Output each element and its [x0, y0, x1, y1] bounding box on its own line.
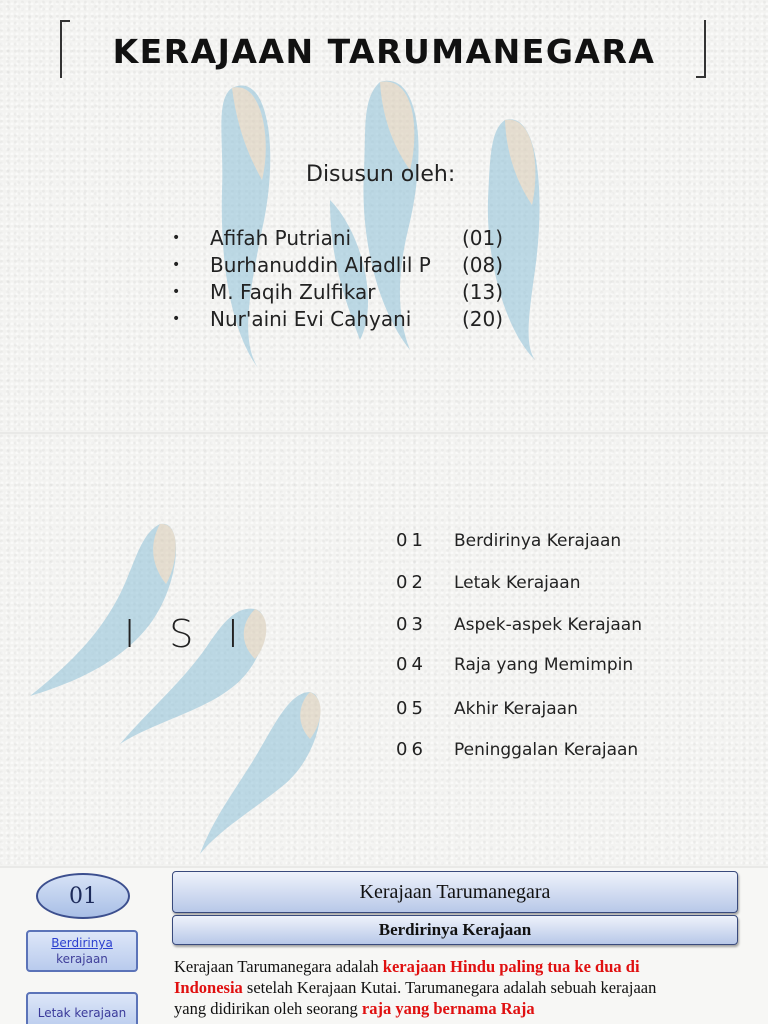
- list-item: [172, 251, 522, 278]
- author-list: [172, 224, 522, 332]
- subtitle-bar: Berdirinya Kerajaan: [172, 915, 738, 945]
- toc-number: 06: [396, 739, 427, 760]
- toc-item[interactable]: [396, 739, 638, 760]
- toc-item[interactable]: [396, 614, 642, 635]
- toc-number: 03: [396, 614, 427, 635]
- toc-label: Akhir Kerajaan: [454, 698, 578, 719]
- paragraph-text: Kerajaan Tarumanegara adalah: [174, 957, 383, 976]
- toc-number: 01: [396, 530, 427, 551]
- nav-button-letak[interactable]: Letak kerajaan: [26, 992, 138, 1024]
- toc-number: 02: [396, 572, 427, 593]
- main-title-bar: Kerajaan Tarumanegara: [172, 871, 738, 913]
- nav-button-berdirinya[interactable]: [26, 930, 138, 972]
- author-name: Burhanuddin Alfadlil P: [210, 252, 431, 277]
- paragraph-text: setelah Kerajaan Kutai. Tarumanegara adalah sebuah kerajaan yang didirikan oleh seorang: [174, 978, 657, 1018]
- slide-title: KERAJAAN TARUMANEGARA: [112, 32, 656, 71]
- body-paragraph: [174, 956, 674, 1019]
- toc-label: Letak Kerajaan: [454, 572, 581, 593]
- toc-item[interactable]: [396, 572, 580, 593]
- author-name: Afifah Putriani: [210, 225, 352, 250]
- bullet: •: [172, 310, 181, 327]
- toc-label: Aspek-aspek Kerajaan: [454, 614, 642, 635]
- bullet: •: [172, 229, 181, 246]
- toc-item[interactable]: [396, 530, 621, 551]
- authors-heading: Disusun oleh:: [306, 162, 456, 187]
- list-item: [172, 224, 522, 251]
- highlighted-text: raja yang bernama Raja: [361, 999, 535, 1018]
- content-slide: [0, 868, 768, 1024]
- toc-label: Berdirinya Kerajaan: [454, 530, 622, 551]
- toc-item[interactable]: [396, 654, 633, 675]
- author-number: (20): [462, 306, 504, 331]
- section-number-badge: 01: [36, 873, 130, 919]
- toc-label: Peninggalan Kerajaan: [454, 739, 639, 760]
- isi-letter: I: [227, 612, 239, 656]
- nav-link-text[interactable]: Berdirinya: [51, 936, 113, 950]
- nav-link-text-line2: kerajaan: [56, 952, 108, 966]
- isi-letter: S: [169, 612, 194, 656]
- author-number: (13): [462, 279, 504, 304]
- author-name: M. Faqih Zulfikar: [210, 279, 376, 304]
- bullet: •: [172, 283, 181, 300]
- author-number: (01): [462, 225, 504, 250]
- list-item: [172, 305, 522, 332]
- highlighted-text: kerajaan Hindu paling tua ke dua di Indonesia: [174, 957, 640, 997]
- isi-heading: [124, 612, 239, 656]
- toc-number: 04: [396, 654, 427, 675]
- toc-number: 05: [396, 698, 427, 719]
- list-item: [172, 278, 522, 305]
- isi-letter: I: [124, 612, 136, 656]
- author-name: Nur'aini Evi Cahyani: [210, 306, 412, 331]
- toc-label: Raja yang Memimpin: [454, 654, 634, 675]
- contents-slide: [0, 434, 768, 866]
- bullet: •: [172, 256, 181, 273]
- author-number: (08): [462, 252, 504, 277]
- toc-item[interactable]: [396, 698, 578, 719]
- title-slide: [0, 0, 768, 432]
